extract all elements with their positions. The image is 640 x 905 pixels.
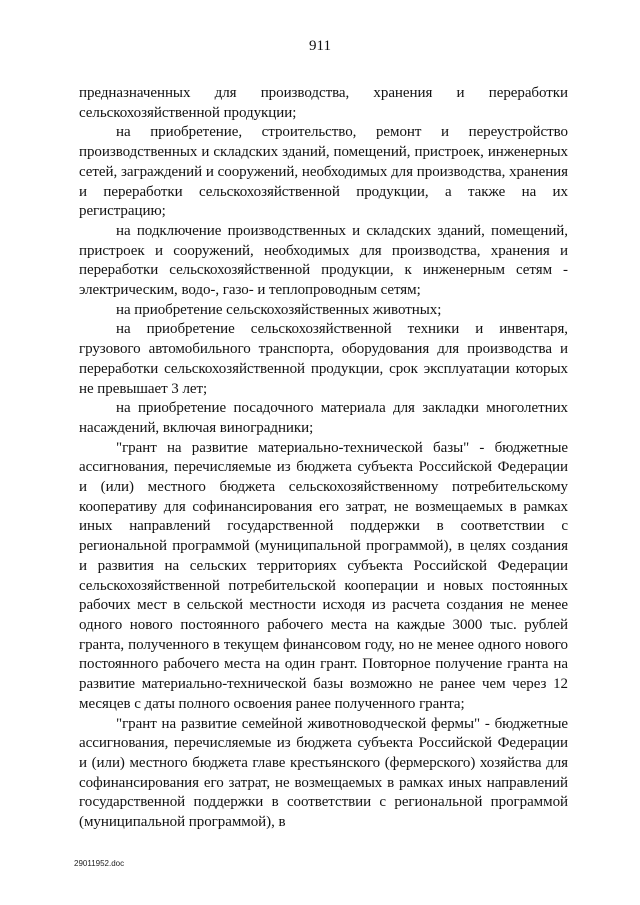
paragraph-4: на приобретение сельскохозяйственных животных; [116,301,442,318]
paragraph-3: на подключение производственных и складских зданий, помещений, пристроек и сооружений, необходимых для производства, хранения и переработки сельскохозяйственной продукции, к инженерным сетям - электрическим, водо-, газо- и теплопроводным сетям; [79,222,568,299]
paragraph-5: на приобретение сельскохозяйственной техники и инвентаря, грузового автомобильного транспорта, оборудования для производства и переработки сельскохозяйственной продукции, срок эксплуатации которых не превышает 3 лет; [79,321,568,397]
paragraph-1: предназначенных для производства, хранения и переработки сельскохозяйственной продукции; [79,85,568,121]
paragraph-8: "грант на развитие семейной животноводческой фермы" - бюджетные ассигнования, перечисляемые из бюджета субъекта Российской Федерации и (или) местного бюджета главе крестьянского (фермерского) хозяйства для софинансирования его затрат, не возмещаемых в рамках иных направлений государственной поддержки в соответствии с региональной программой (муниципальной программой), в [79,715,568,831]
paragraph-7: "грант на развитие материально-технической базы" - бюджетные ассигнования, перечисляемые из бюджета субъекта Российской Федерации и (или) местного бюджета сельскохозяйственному потребительскому кооперативу для софинансирования его затрат, не возмещаемых в рамках иных направлений государственной поддержки в соответствии с региональной программой (муниципальной программой), в целях создания и развития на сельских территориях субъекта Российской Федерации сельскохозяйственной потребительской кооперации и новых постоянных рабочих мест в сельской местности исходя из расчета создания не менее одного нового постоянного рабочего места на каждые 3000 тыс. рублей гранта, полученного в текущем финансовом году, но не менее одного нового постоянного рабочего места на один грант. Повторное получение гранта на развитие материально-технической базы возможно не ранее чем через 12 месяцев с даты полного освоения ранее полученного гранта; [79,439,568,712]
paragraph-2: на приобретение, строительство, ремонт и переустройство производственных и складских зданий, помещений, пристроек, инженерных сетей, заграждений и сооружений, необходимых для производства, хранения и переработки сельскохозяйственной продукции, а также на их регистрацию; [79,124,568,220]
page-number: 911 [309,38,331,54]
footer-filename: 29011952.doc [74,859,125,868]
document-body [79,84,568,833]
paragraph-6: на приобретение посадочного материала для закладки многолетних насаждений, включая виноградники; [79,400,568,436]
